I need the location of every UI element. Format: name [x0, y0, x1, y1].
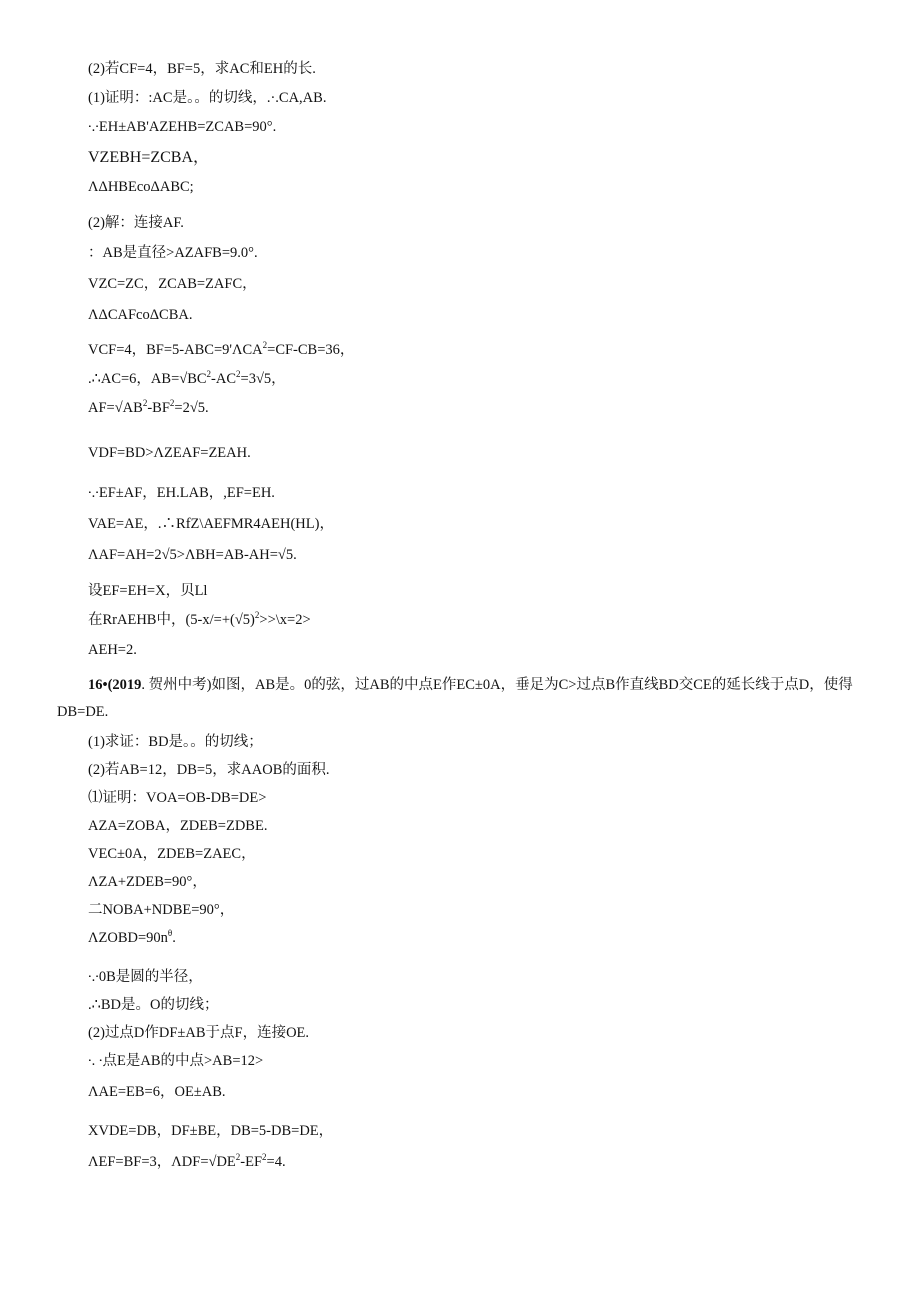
text-line: AEH=2. [88, 642, 137, 658]
text-line: ∙.∙EF±AF，EH.LAB，,EF=EH. [88, 485, 275, 501]
text-line: (2)解：连接AF. [88, 215, 184, 231]
text-line: ΛAE=EB=6，OE±AB. [88, 1084, 226, 1100]
text-line: $AF=√AB^2-BF^2=2√5$. [88, 398, 209, 416]
text-line: XVDE=DB，DF±BE，DB=5-DB=DE， [88, 1123, 334, 1139]
text-line: VDF=BD>ΛZEAF=ZEAH. [88, 445, 251, 461]
text-line: VCF=4，$BF=5-ABC=9'\Lambda CA^2=CF-CB=36$， [88, 340, 355, 358]
text-line: ：AB是直径>AZAFB=9.0°. [88, 245, 258, 261]
text-line: (1)求证：BD是。。的切线； [88, 734, 263, 750]
text-line: VAE=AE，.∴RfZ\AEFMR4AEH(HL)， [88, 516, 334, 532]
text-line: .∴BD是。O的切线； [88, 997, 219, 1013]
problem-text: 如图，AB是。0的弦，过AB的中点E作EC±0A，垂足为C>过点B作直线BD交CE的延长线于点D，使得DB=DE. [57, 677, 853, 720]
text-line: .∴AC=6，$AB=√BC^2-AC^2=3√5$， [88, 369, 286, 387]
problem-16 [57, 672, 857, 726]
text-line: (1)证明：:AC是。。的切线，.·.CA,AB. [88, 90, 327, 106]
text-line: VZEBH=ZCBA， [88, 149, 210, 166]
text-line: ∙.∙EH±AB'AZEHB=ZCAB=90°. [88, 119, 277, 135]
text-line: VEC±0A，ZDEB=ZAEC， [88, 846, 256, 862]
problem-source: . 贺州中考) [141, 677, 212, 693]
text-line: ΛAF=AH=2√5>ΛBH=AB-AH=√5. [88, 547, 297, 563]
text-line: (2)若AB=12，DB=5，求AAOB的面积. [88, 762, 330, 778]
text-line: VZC=ZC，ZCAB=ZAFC， [88, 276, 257, 292]
text-line: ΛΔHBEcoΔABC; [88, 179, 194, 195]
text-line: ΛΔCAFcoΔCBA. [88, 307, 193, 323]
text-line: (2)过点D作DF±AB于点F，连接OE. [88, 1025, 310, 1041]
text-line: 二NOBA+NDBE=90°， [88, 902, 235, 918]
text-line: ⑴证明：VOA=OB-DB=DE> [88, 790, 267, 806]
text-line: $\Lambda ZOBD=90n^\theta$. [88, 928, 176, 946]
text-line: AZA=ZOBA，ZDEB=ZDBE. [88, 818, 268, 834]
text-line: 在RrAEHB中，($5-x/=+(√5)^2>>\backslash x=2>$ [88, 610, 311, 628]
text-line: (2)若CF=4，BF=5，求AC和EH的长. [88, 61, 316, 77]
text-line: 设EF=EH=X，贝Ll [88, 583, 208, 599]
text-line: ΛEF=BF=3，$\Lambda DF=√DE^2-EF^2=4$. [88, 1152, 286, 1170]
problem-number: 16•(2019 [88, 677, 142, 693]
text-line: ∙. ∙点E是AB的中点>AB=12> [88, 1053, 264, 1069]
text-line: ΛZA+ZDEB=90°， [88, 874, 207, 890]
text-line: ∙.∙0B是圆的半径， [88, 969, 203, 985]
